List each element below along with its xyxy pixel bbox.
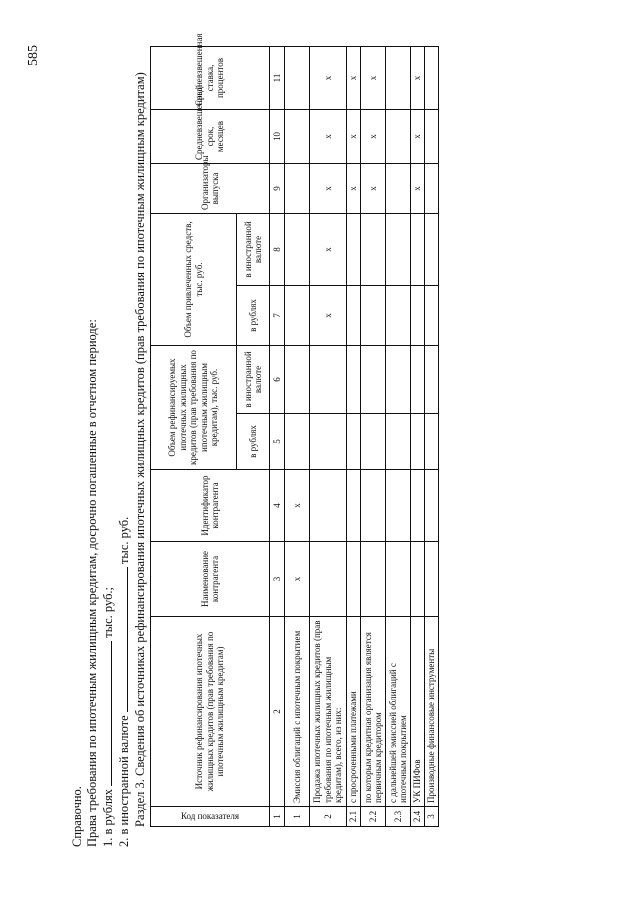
blank-field bbox=[116, 567, 128, 712]
row-cell bbox=[425, 470, 439, 542]
subheader-fx: в иностранной валюте bbox=[237, 346, 270, 414]
row-code: 2.1 bbox=[347, 807, 361, 827]
row-cell bbox=[285, 286, 310, 346]
row-label: Эмиссия облигаций с ипотечным покрытием bbox=[285, 617, 310, 807]
row-code: 3 bbox=[425, 807, 439, 827]
row-cell bbox=[361, 542, 386, 617]
row-label: Продажа ипотечных жилищных кредитов (прав требования по ипотечным жилищным кредитам), всего, из них: bbox=[310, 617, 347, 807]
row-cell bbox=[386, 414, 411, 470]
blank-field bbox=[100, 641, 112, 786]
page-number: 585 bbox=[26, 45, 41, 66]
intro-text: Права требования по ипотечным жилищным кредитам, досрочно погашенные в отчетном периоде: bbox=[85, 319, 99, 847]
row-cell bbox=[310, 542, 347, 617]
col-number: 5 bbox=[270, 414, 285, 470]
row-cell bbox=[361, 286, 386, 346]
row-cell: x bbox=[310, 286, 347, 346]
row-cell bbox=[347, 470, 361, 542]
row-code: 2.4 bbox=[411, 807, 425, 827]
row-cell bbox=[425, 110, 439, 164]
row-cell bbox=[411, 414, 425, 470]
header-raised-volume: Объем привлеченных средств, тыс. руб. bbox=[151, 214, 237, 346]
row-label: Производные финансовые инструменты bbox=[425, 617, 439, 807]
table-row bbox=[285, 47, 310, 827]
row-cell bbox=[347, 214, 361, 286]
row-cell bbox=[285, 110, 310, 164]
row-cell bbox=[386, 164, 411, 214]
row-cell bbox=[347, 346, 361, 414]
col-number: 11 bbox=[270, 47, 285, 110]
intro-fx-line: 2. в иностранной валюте тыс. руб. bbox=[117, 516, 131, 847]
row-cell bbox=[361, 214, 386, 286]
header-row bbox=[151, 47, 237, 827]
row-cell bbox=[285, 346, 310, 414]
refinancing-table bbox=[150, 33, 439, 827]
row-cell bbox=[310, 470, 347, 542]
col-number: 10 bbox=[270, 110, 285, 164]
subheader-rub: в рублях bbox=[237, 414, 270, 470]
row-cell bbox=[361, 470, 386, 542]
table-row bbox=[386, 47, 411, 827]
col-number: 7 bbox=[270, 286, 285, 346]
row-cell: x bbox=[347, 110, 361, 164]
row-cell bbox=[411, 286, 425, 346]
row-cell bbox=[386, 214, 411, 286]
column-number-row bbox=[270, 47, 285, 827]
row-cell bbox=[386, 110, 411, 164]
header-organizers: Организаторы выпуска bbox=[151, 164, 270, 214]
subheader-rub: в рублях bbox=[237, 286, 270, 346]
row-cell bbox=[386, 286, 411, 346]
row-cell bbox=[386, 470, 411, 542]
row-code: 2.2 bbox=[361, 807, 386, 827]
row-cell: x bbox=[361, 110, 386, 164]
intro-rub-line: 1. в рублях тыс. руб.; bbox=[101, 586, 115, 847]
section-title: Раздел 3. Сведения об источниках рефинансирования ипотечных жилищных кредитов (прав требования по ипотечным жилищным кредитам) bbox=[133, 72, 147, 827]
row-cell bbox=[411, 470, 425, 542]
table-row bbox=[411, 47, 425, 827]
row-cell bbox=[425, 47, 439, 110]
col-number: 3 bbox=[270, 542, 285, 617]
row-cell bbox=[425, 414, 439, 470]
row-cell bbox=[425, 346, 439, 414]
row-cell: x bbox=[310, 164, 347, 214]
col-number: 8 bbox=[270, 214, 285, 286]
row-cell bbox=[285, 164, 310, 214]
row-cell bbox=[310, 346, 347, 414]
row-cell bbox=[411, 346, 425, 414]
col-number: 4 bbox=[270, 470, 285, 542]
row-cell bbox=[347, 286, 361, 346]
row-cell: x bbox=[411, 110, 425, 164]
header-name: Наименование контрагента bbox=[151, 542, 270, 617]
row-cell: x bbox=[285, 542, 310, 617]
header-avg-term: Средневзвешенный срок, месяцев bbox=[151, 110, 270, 164]
row-cell bbox=[285, 414, 310, 470]
table-row bbox=[425, 47, 439, 827]
header-id: Идентификатор контрагента bbox=[151, 470, 270, 542]
row-cell bbox=[285, 47, 310, 110]
header-refi-volume: Объем рефинансируемых ипотечных жилищных кредитов (прав требования по ипотечным жилищным кредитам), тыс. руб. bbox=[151, 346, 237, 470]
row-cell bbox=[347, 414, 361, 470]
row-cell bbox=[386, 346, 411, 414]
row-cell: x bbox=[361, 47, 386, 110]
table-row bbox=[347, 47, 361, 827]
row-label: по которым кредитная организация является первичным кредитором bbox=[361, 617, 386, 807]
col-number: 1 bbox=[270, 807, 285, 827]
row-cell: x bbox=[310, 47, 347, 110]
row-cell: x bbox=[347, 47, 361, 110]
header-avg-rate: Средневзвешенная ставка, процентов bbox=[151, 47, 270, 110]
row-code: 1 bbox=[285, 807, 310, 827]
row-cell: x bbox=[361, 164, 386, 214]
row-cell bbox=[411, 214, 425, 286]
row-cell bbox=[347, 542, 361, 617]
row-cell bbox=[386, 542, 411, 617]
intro-heading: Справочно. bbox=[70, 786, 84, 847]
row-cell: x bbox=[285, 470, 310, 542]
row-label: с дальнейшей эмиссией облигаций с ипотечным покрытием bbox=[386, 617, 411, 807]
intro-block bbox=[70, 319, 132, 847]
document-page bbox=[20, 27, 620, 877]
col-number: 9 bbox=[270, 164, 285, 214]
table-row bbox=[310, 47, 347, 827]
col-number: 2 bbox=[270, 617, 285, 807]
row-cell: x bbox=[310, 214, 347, 286]
table-row bbox=[361, 47, 386, 827]
header-code: Код показателя bbox=[151, 807, 270, 827]
row-cell bbox=[425, 542, 439, 617]
row-cell bbox=[425, 214, 439, 286]
row-cell bbox=[425, 286, 439, 346]
row-cell: x bbox=[411, 47, 425, 110]
row-code: 2 bbox=[310, 807, 347, 827]
col-number: 6 bbox=[270, 346, 285, 414]
row-cell bbox=[310, 414, 347, 470]
row-cell: x bbox=[310, 110, 347, 164]
row-cell: x bbox=[411, 164, 425, 214]
row-cell bbox=[425, 164, 439, 214]
row-cell: x bbox=[347, 164, 361, 214]
row-cell bbox=[411, 542, 425, 617]
row-label: УК ПИФов bbox=[411, 617, 425, 807]
row-label: с просроченными платежами bbox=[347, 617, 361, 807]
row-cell bbox=[361, 414, 386, 470]
header-source: Источник рефинансирования ипотечных жилищных кредитов (прав требования по ипотечным жилищным кредитам) bbox=[151, 617, 270, 807]
row-code: 2.3 bbox=[386, 807, 411, 827]
row-cell bbox=[386, 47, 411, 110]
subheader-fx: в иностранной валюте bbox=[237, 214, 270, 286]
row-cell bbox=[285, 214, 310, 286]
row-cell bbox=[361, 346, 386, 414]
